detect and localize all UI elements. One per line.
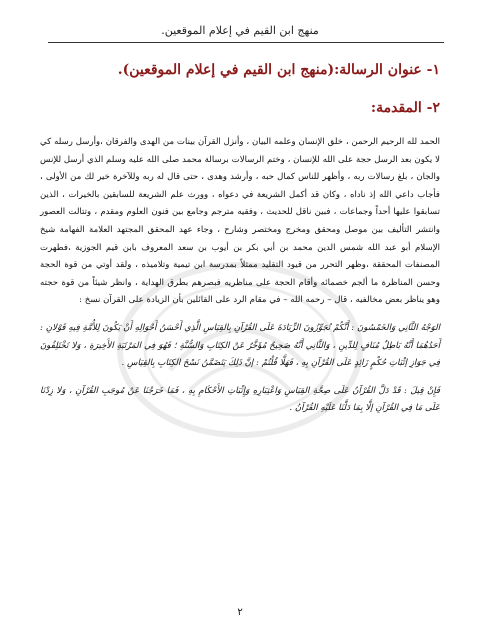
title-heading: ١- عنوان الرسالة:(منهج ابن القيم في إعلام الموقعين).	[117, 62, 440, 78]
intro-heading: ٢- المقدمة:	[370, 100, 440, 116]
intro-paragraph: الحمد لله الرحيم الرحمن ، خلق الإنسان وعلمه البيان ، وأنزل القرآن بينات من الهدى والفرقان ،وأرسل رسله كي لا يكون بعد الرسل حجة على الله للإنسان ، وختم الرسالات برسالة محمد صلى الله عليه وسلم الذي أرسل للإنس والجان ، بلغ رسالات ربه ، وأظهر للناس كمال حبه ، وأرشد وهدى ، حتى قال له ربه وللآخرة خير لك من الأولى ، فأجاب داعي الله إذ ناداه ، وكان قد أكمل الشريعة في دعواه ، وورث علم الشريعة للسابقين بالخيرات ، الذين تسابقوا عليها أحداً وجماعات ، فبين ناقل للحديث ، وفقيه مترجم وجامع بين فنون العلوم ومقدم ، وتتالت العصور وانتشر التأليف بين موصل ومحقق ومخرج ومختصر وشارح ، وجاء عهد المحقق المجتهد العلامة الفهامة شيخ الإسلام أبو عبد الله شمس الدين محمد بن أبي بكر بن أيوب بن سعد المعروف بابن قيم الجوزية ،فطهرت المصنفات المحققة ،وظهر التحرر من قيود التقليد ممثلاً بمدرسة ابن تيمية وتلاميذه ، ولقد أوتي من قوة الحجة وحسن المناظرة ما ألجم خصمائه وأقام الحجة على مناظريه فبصرهم بطرق الهداية ، وانظر شيئاً من قوة حجته وهو يناظر بعض مخالفيه ، قال – رحمه الله – في مقام الرد على القائلين بأن الزيادة على القرآن نسخ :	[40, 137, 440, 306]
running-header: منهج ابن القيم في إعلام الموقعين.	[161, 24, 319, 37]
page-number: ٢	[237, 607, 243, 618]
header-divider	[48, 42, 444, 43]
quoted-passage-2: فَإِنْ قِيلَ : قَدْ دَلَّ القُرْآنُ عَلَى صِحَّةِ القِيَاسِ وَاعْتِبَارِهِ وَإِثْبَاتِ الأَحْكَامِ بِهِ ، فَمَا خَرَجْنَا عَنْ مُوجَبِ القُرْآنِ ، وَلا زِدْنَا عَلَى مَا فِي القُرْآنِ إلَّا بِمَا دَلَّنَا عَلَيْهِ القُرْآنُ .	[40, 385, 440, 414]
quoted-passage-1: الوَجْهُ الثَّانِي وَالخَمْسُونَ : أَنَّكُمْ تُجَوِّزُونَ الزِّيَادَةَ عَلَى القُرْآنِ بِالقِيَاسِ الَّذِي أَحْسَنُ أَحْوَالِهِ أَنْ يَكُونَ لِلأُمَّةِ فِيهِ قَوْلانِ : أَحَدُهُمَا أَنَّهُ بَاطِلٌ مُنَافٍ لِلدِّينِ ، وَالثَّانِي أَنَّهُ صَحِيحٌ مُؤَخَّرٌ عَنْ الكِتَابِ وَالسُّنَّةِ ؛ فَهُوَ فِي المَرْتَبَةِ الأَخِيرَةِ ، وَلا تَخْتَلِفُونَ فِي جَوَازِ إثْبَاتِ حُكْمٍ زَائِدٍ عَلَى القُرْآنِ بِهِ ، فَهَلَّا قُلْتُمْ : إنَّ ذَلِكَ يَتَضَمَّنُ نَسْخَ الكِتَابِ بِالقِيَاسِ .	[40, 322, 440, 369]
body-text	[40, 134, 440, 418]
